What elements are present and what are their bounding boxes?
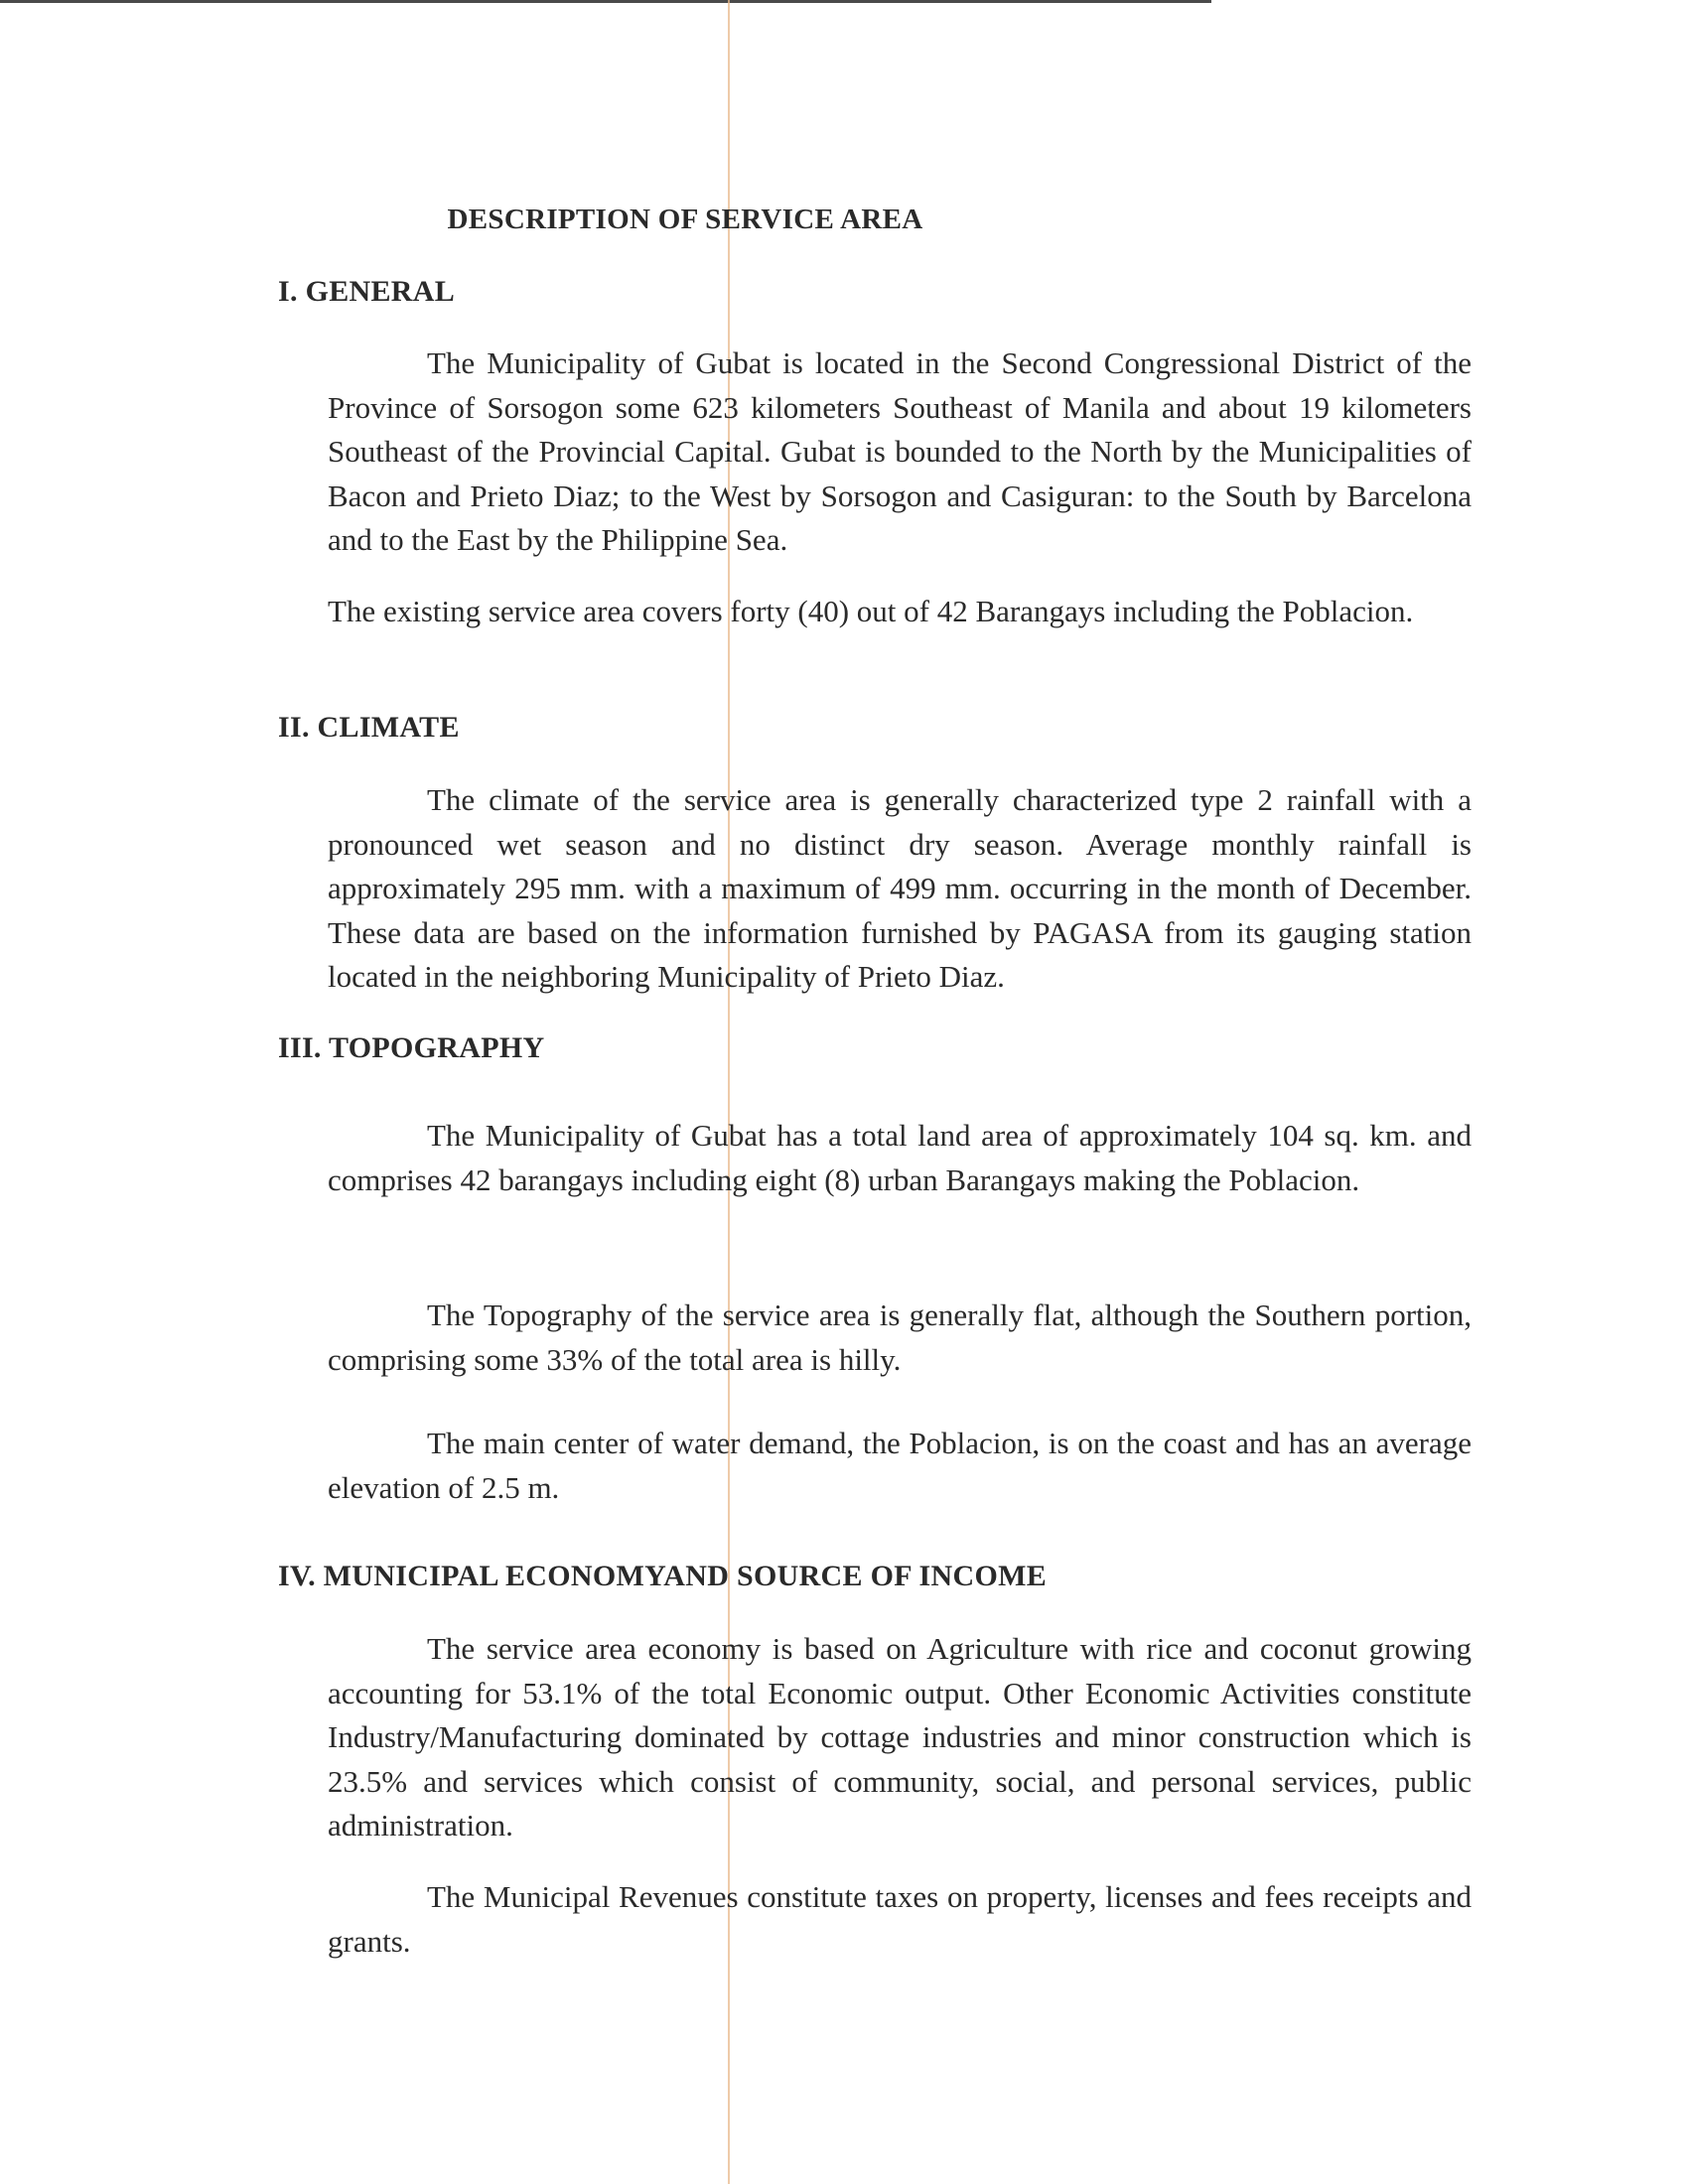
paragraph-climate: The climate of the service area is generally characterized type 2 rainfall with a pronounced wet season and no distinct dry season. Average monthly rainfall is approximately 295 mm. with a maximum of 499 mm. occurring in the month of December. These data are based on the information furnished by PAGASA from its gauging station located in the neighboring Municipality of Prieto Diaz. — [328, 782, 1472, 995]
section-heading-general: I. GENERAL — [278, 275, 456, 308]
paragraph-topography-land-area: The Municipality of Gubat has a total land area of approximately 104 sq. km. and comprises 42 barangays including eight (8) urban Barangays making the Poblacion. — [328, 1118, 1472, 1197]
section-heading-economy: IV. MUNICIPAL ECONOMYAND SOURCE OF INCOME — [278, 1560, 1048, 1592]
section-heading-climate: II. CLIMATE — [278, 711, 460, 744]
paragraph-topography-water-demand: The main center of water demand, the Poblacion, is on the coast and has an average elevation of 2.5 m. — [328, 1426, 1472, 1505]
paragraph-topography-terrain: The Topography of the service area is generally flat, although the Southern portion, comprising some 33% of the total area is hilly. — [328, 1297, 1472, 1377]
page-title: DESCRIPTION OF SERVICE AREA — [447, 204, 923, 235]
scan-top-edge — [0, 0, 1211, 3]
paragraph-general-location: The Municipality of Gubat is located in the Second Congressional District of the Province of Sorsogon some 623 kilometers Southeast of Manila and about 19 kilometers Southeast of the Provincial Capital. Gubat is bounded to the North by the Municipalities of Bacon and Prieto Diaz; to the West by Sorsogon and Casiguran: to the South by Barcelona and to the East by the Philippine Sea. — [328, 345, 1472, 558]
paragraph-general-service-area: The existing service area covers forty (40) out of 42 Barangays including the Poblacion. — [328, 594, 1414, 628]
scan-fold-line — [728, 0, 730, 2184]
paragraph-revenues: The Municipal Revenues constitute taxes on property, licenses and fees receipts and grants. — [328, 1879, 1472, 1959]
section-heading-topography: III. TOPOGRAPHY — [278, 1031, 545, 1064]
paragraph-economy: The service area economy is based on Agriculture with rice and coconut growing accounting for 53.1% of the total Economic output. Other Economic Activities constitute Industry/Manufacturing dominated by cottage industries and minor construction which is 23.5% and services which consist of community, social, and personal services, public administration. — [328, 1631, 1472, 1843]
